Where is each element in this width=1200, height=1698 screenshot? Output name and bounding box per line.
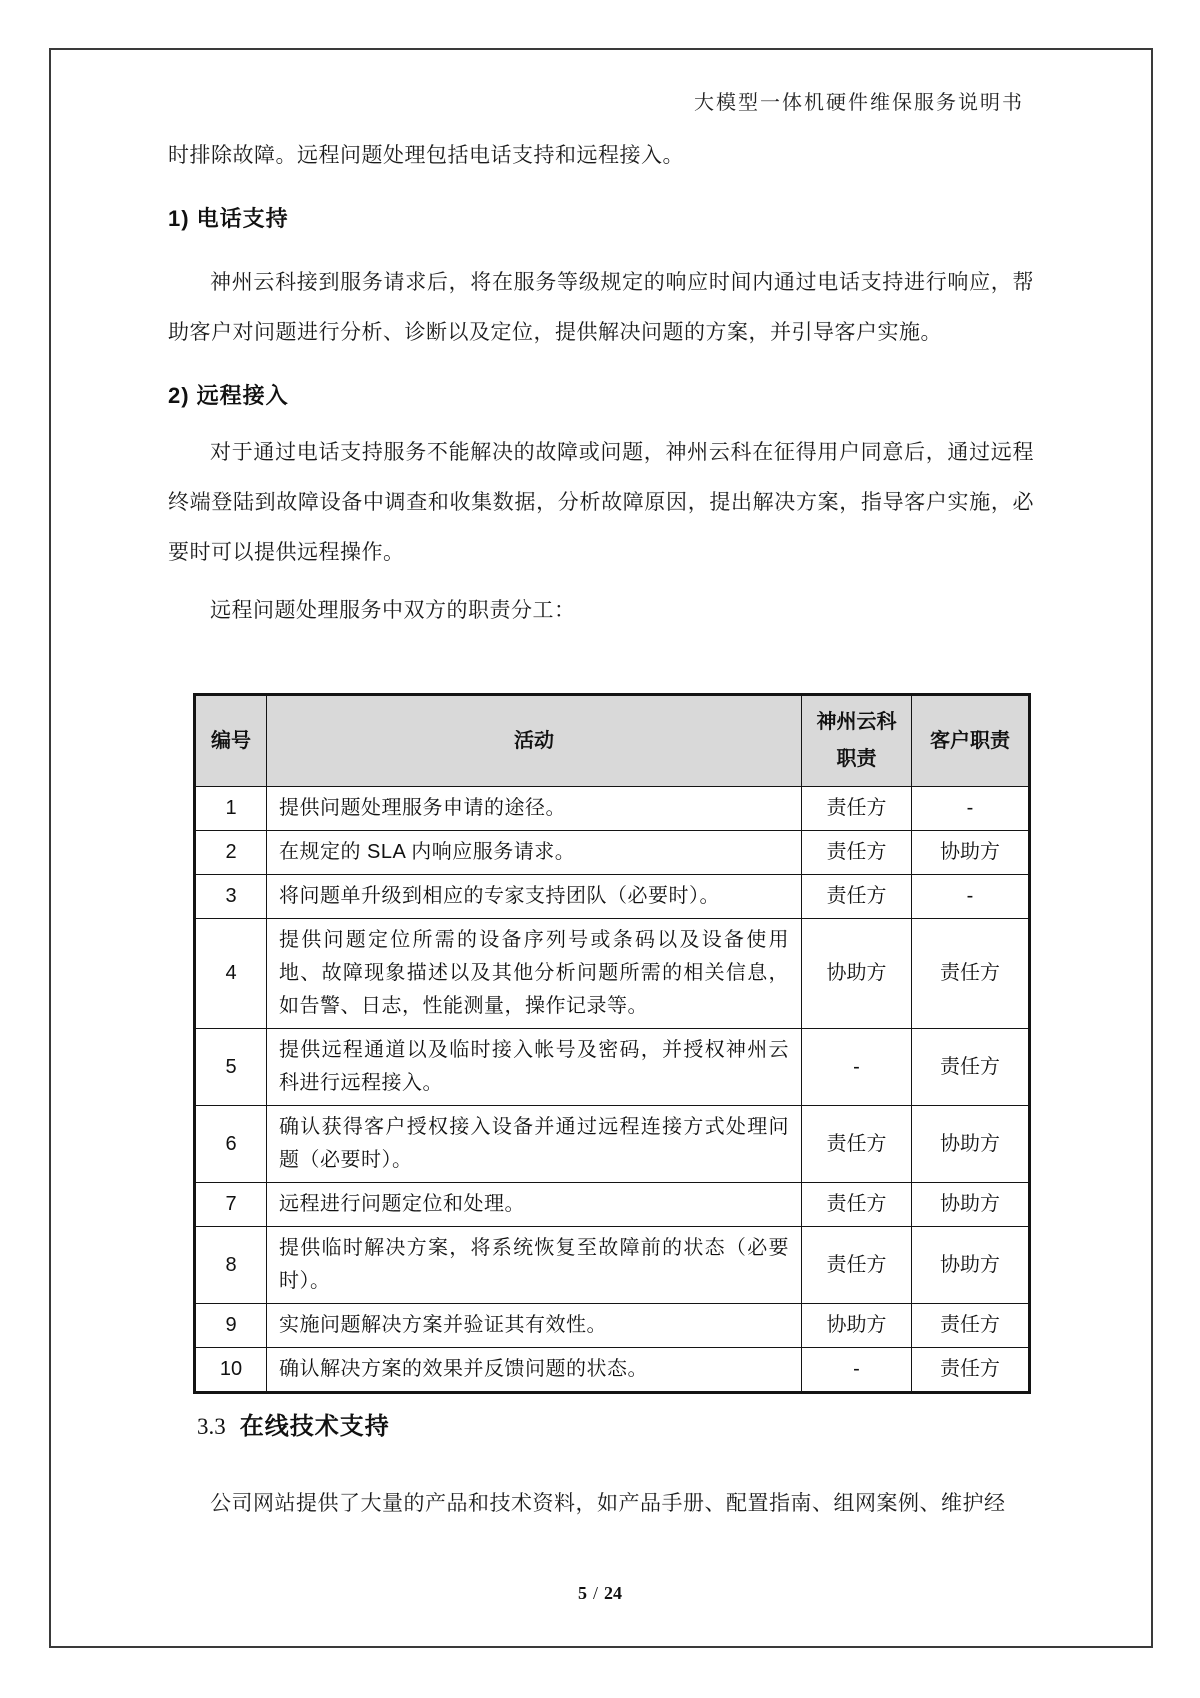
heading-remote-access: 2) 远程接入 [168, 383, 289, 408]
column-header-number: 编号 [195, 695, 267, 787]
cell-number: 5 [195, 1029, 267, 1106]
cell-vendor-duty: 责任方 [802, 1183, 912, 1227]
cell-activity: 提供远程通道以及临时接入帐号及密码，并授权神州云科进行远程接入。 [267, 1029, 802, 1106]
column-header-customer-duty: 客户职责 [912, 695, 1030, 787]
cell-number: 2 [195, 831, 267, 875]
cell-customer-duty: 协助方 [912, 831, 1030, 875]
cell-number: 7 [195, 1183, 267, 1227]
table-row [195, 1183, 1030, 1227]
section-number: 3.3 [197, 1414, 226, 1439]
table-header-row [195, 695, 1030, 787]
footer-separator: / [592, 1583, 598, 1603]
cell-activity: 将问题单升级到相应的专家支持团队（必要时）。 [267, 875, 802, 919]
responsibility-table [193, 693, 1031, 1394]
cell-customer-duty: 责任方 [912, 1304, 1030, 1348]
cell-vendor-duty: 协助方 [802, 1304, 912, 1348]
cell-activity: 提供临时解决方案，将系统恢复至故障前的状态（必要时）。 [267, 1227, 802, 1304]
cell-number: 1 [195, 787, 267, 831]
cell-customer-duty: - [912, 787, 1030, 831]
cell-number: 10 [195, 1348, 267, 1393]
cell-activity: 确认获得客户授权接入设备并通过远程连接方式处理问题（必要时）。 [267, 1106, 802, 1183]
table-body [195, 787, 1030, 1393]
paragraph-phone-support: 神州云科接到服务请求后，将在服务等级规定的响应时间内通过电话支持进行响应，帮助客户对问题进行分析、诊断以及定位，提供解决问题的方案，并引导客户实施。 [168, 271, 1034, 344]
paragraph-remote-access: 对于通过电话支持服务不能解决的故障或问题，神州云科在征得用户同意后，通过远程终端登陆到故障设备中调查和收集数据，分析故障原因，提出解决方案，指导客户实施，必要时可以提供远程操作。 [168, 441, 1034, 564]
cell-activity: 提供问题定位所需的设备序列号或条码以及设备使用地、故障现象描述以及其他分析问题所需的相关信息，如告警、日志，性能测量，操作记录等。 [267, 919, 802, 1029]
table-row [195, 919, 1030, 1029]
paragraph-continuation: 时排除故障。远程问题处理包括电话支持和远程接入。 [168, 144, 684, 167]
cell-vendor-duty: 责任方 [802, 831, 912, 875]
cell-vendor-duty: - [802, 1348, 912, 1393]
table-row [195, 1304, 1030, 1348]
column-header-vendor-duty: 神州云科职责 [802, 695, 912, 787]
paragraph-online-support: 公司网站提供了大量的产品和技术资料，如产品手册、配置指南、组网案例、维护经 [210, 1492, 1006, 1515]
section-heading-3-3 [197, 1406, 390, 1441]
paragraph-table-intro: 远程问题处理服务中双方的职责分工： [210, 599, 576, 622]
cell-vendor-duty: 责任方 [802, 875, 912, 919]
cell-customer-duty: 协助方 [912, 1106, 1030, 1183]
cell-activity: 在规定的 SLA 内响应服务请求。 [267, 831, 802, 875]
cell-customer-duty: 协助方 [912, 1227, 1030, 1304]
cell-customer-duty: 责任方 [912, 1029, 1030, 1106]
cell-customer-duty: 协助方 [912, 1183, 1030, 1227]
cell-activity: 实施问题解决方案并验证其有效性。 [267, 1304, 802, 1348]
column-header-activity: 活动 [267, 695, 802, 787]
cell-vendor-duty: 责任方 [802, 1227, 912, 1304]
table-row [195, 1227, 1030, 1304]
document-header-title: 大模型一体机硬件维保服务说明书 [694, 92, 1024, 114]
cell-activity: 远程进行问题定位和处理。 [267, 1183, 802, 1227]
heading-phone-support: 1) 电话支持 [168, 206, 289, 231]
footer-total-pages: 24 [604, 1583, 622, 1603]
table-row [195, 787, 1030, 831]
cell-vendor-duty: 责任方 [802, 1106, 912, 1183]
cell-activity: 提供问题处理服务申请的途径。 [267, 787, 802, 831]
table-row [195, 1106, 1030, 1183]
cell-activity: 确认解决方案的效果并反馈问题的状态。 [267, 1348, 802, 1393]
cell-vendor-duty: 责任方 [802, 787, 912, 831]
table-row [195, 831, 1030, 875]
table-row [195, 875, 1030, 919]
cell-number: 4 [195, 919, 267, 1029]
table-row [195, 1029, 1030, 1106]
cell-vendor-duty: 协助方 [802, 919, 912, 1029]
cell-number: 8 [195, 1227, 267, 1304]
cell-customer-duty: 责任方 [912, 1348, 1030, 1393]
page-footer [0, 1583, 1200, 1604]
cell-number: 3 [195, 875, 267, 919]
cell-number: 6 [195, 1106, 267, 1183]
cell-customer-duty: 责任方 [912, 919, 1030, 1029]
table-row [195, 1348, 1030, 1393]
footer-page-number: 5 [577, 1583, 587, 1603]
cell-number: 9 [195, 1304, 267, 1348]
cell-customer-duty: - [912, 875, 1030, 919]
section-title: 在线技术支持 [239, 1413, 390, 1440]
cell-vendor-duty: - [802, 1029, 912, 1106]
